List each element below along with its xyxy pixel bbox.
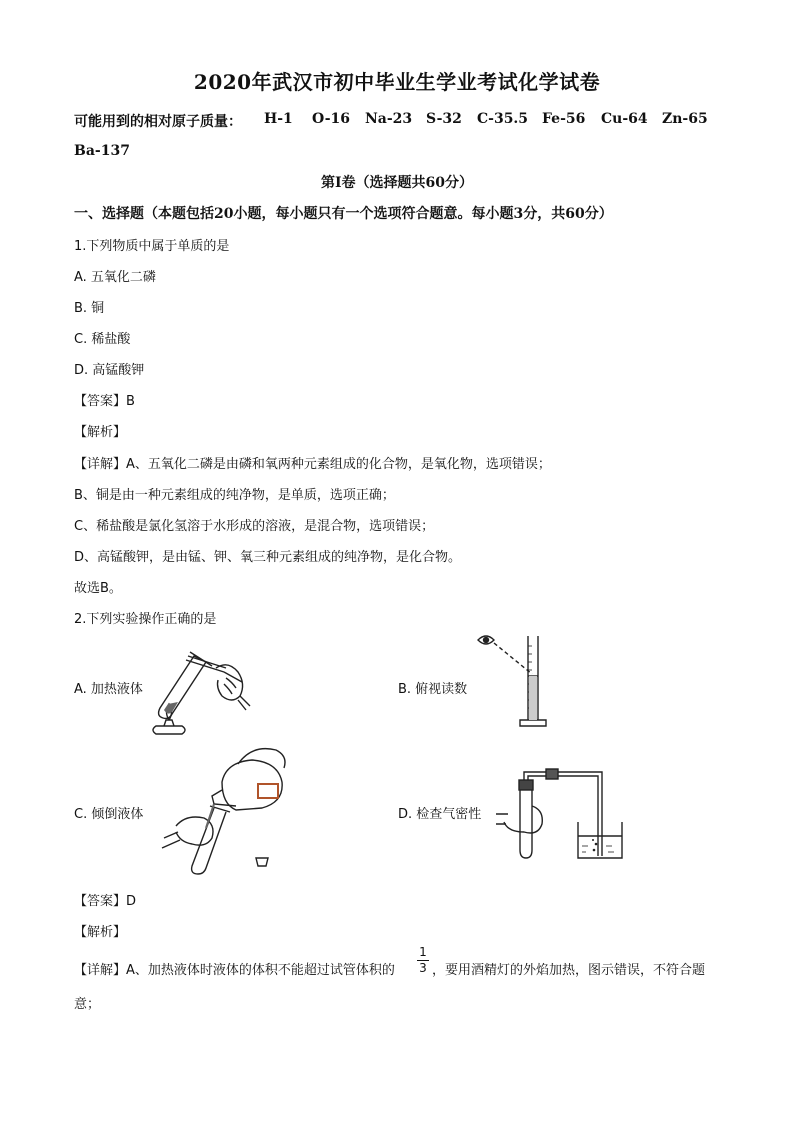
option-c: C. 倾倒液体 — [74, 807, 144, 822]
detail-line: 故选B。 — [74, 581, 122, 596]
airtightness-check-illustration — [494, 766, 634, 866]
answer-line — [74, 890, 136, 909]
atomic-mass-item: Cu-64 — [601, 111, 648, 127]
detail-line: 意； — [74, 997, 101, 1012]
answer-tag: 【答案】 — [74, 894, 127, 909]
pouring-liquid-illustration — [156, 738, 296, 878]
question-stem: 1.下列物质中属于单质的是 — [74, 239, 230, 254]
atomic-mass-label: 可能用到的相对原子质量： — [74, 114, 242, 130]
atomic-mass-item: Fe-56 — [542, 111, 586, 127]
detail-line: 【详解】A、五氧化二磷是由磷和氧两种元素组成的化合物，是氧化物，选项错误； — [74, 457, 551, 472]
detail-line: ，要用酒精灯的外焰加热，图示错误，不符合题 — [432, 963, 706, 978]
section-title: 第I卷（选择题共60分） — [320, 175, 474, 191]
option-b: B. 俯视读数 — [398, 682, 468, 697]
option-d: D. 检查气密性 — [398, 807, 482, 822]
page-title: 2020年武汉市初中毕业生学业考试化学试卷 — [193, 70, 601, 94]
atomic-mass-item: C-35.5 — [477, 111, 529, 127]
atomic-mass-item: O-16 — [312, 111, 351, 127]
analysis-tag: 【解析】 — [74, 925, 127, 940]
fraction — [417, 946, 429, 975]
detail-line: 【详解】A、加热液体时液体的体积不能超过试管体积的 — [74, 963, 395, 978]
answer-tag: 【答案】 — [74, 394, 127, 409]
question-stem: 2.下列实验操作正确的是 — [74, 612, 217, 627]
option-b: B. 铜 — [74, 301, 105, 316]
atomic-mass-item: Na-23 — [365, 111, 413, 127]
detail-line: C、稀盐酸是氯化氢溶于水形成的溶液，是混合物，选项错误； — [74, 519, 435, 534]
answer-value: B — [126, 394, 135, 409]
detail-line: D、高锰酸钾，是由锰、钾、氧三种元素组成的纯净物，是化合物。 — [74, 550, 462, 565]
option-a: A. 加热液体 — [74, 682, 143, 697]
answer-line — [74, 390, 135, 409]
fraction-numerator: 1 — [419, 945, 427, 959]
option-a: A. 五氧化二磷 — [74, 270, 156, 285]
part-title: 一、选择题（本题包括20小题，每小题只有一个选项符合题意。每小题3分，共60分） — [74, 206, 613, 222]
atomic-mass-item: S-32 — [426, 111, 462, 127]
answer-value: D — [126, 894, 137, 909]
atomic-mass-wrap: Ba-137 — [74, 143, 130, 159]
atomic-mass-item: Zn-65 — [662, 111, 708, 127]
option-d: D. 高锰酸钾 — [74, 363, 145, 378]
atomic-mass-line — [74, 111, 708, 131]
heating-liquid-illustration — [146, 638, 256, 738]
option-c: C. 稀盐酸 — [74, 332, 131, 347]
detail-line: B、铜是由一种元素组成的纯净物，是单质，选项正确； — [74, 488, 395, 503]
atomic-mass-item: H-1 — [264, 111, 293, 127]
analysis-tag: 【解析】 — [74, 425, 127, 440]
fraction-denominator: 3 — [419, 961, 427, 975]
graduated-cylinder-illustration — [474, 630, 554, 730]
